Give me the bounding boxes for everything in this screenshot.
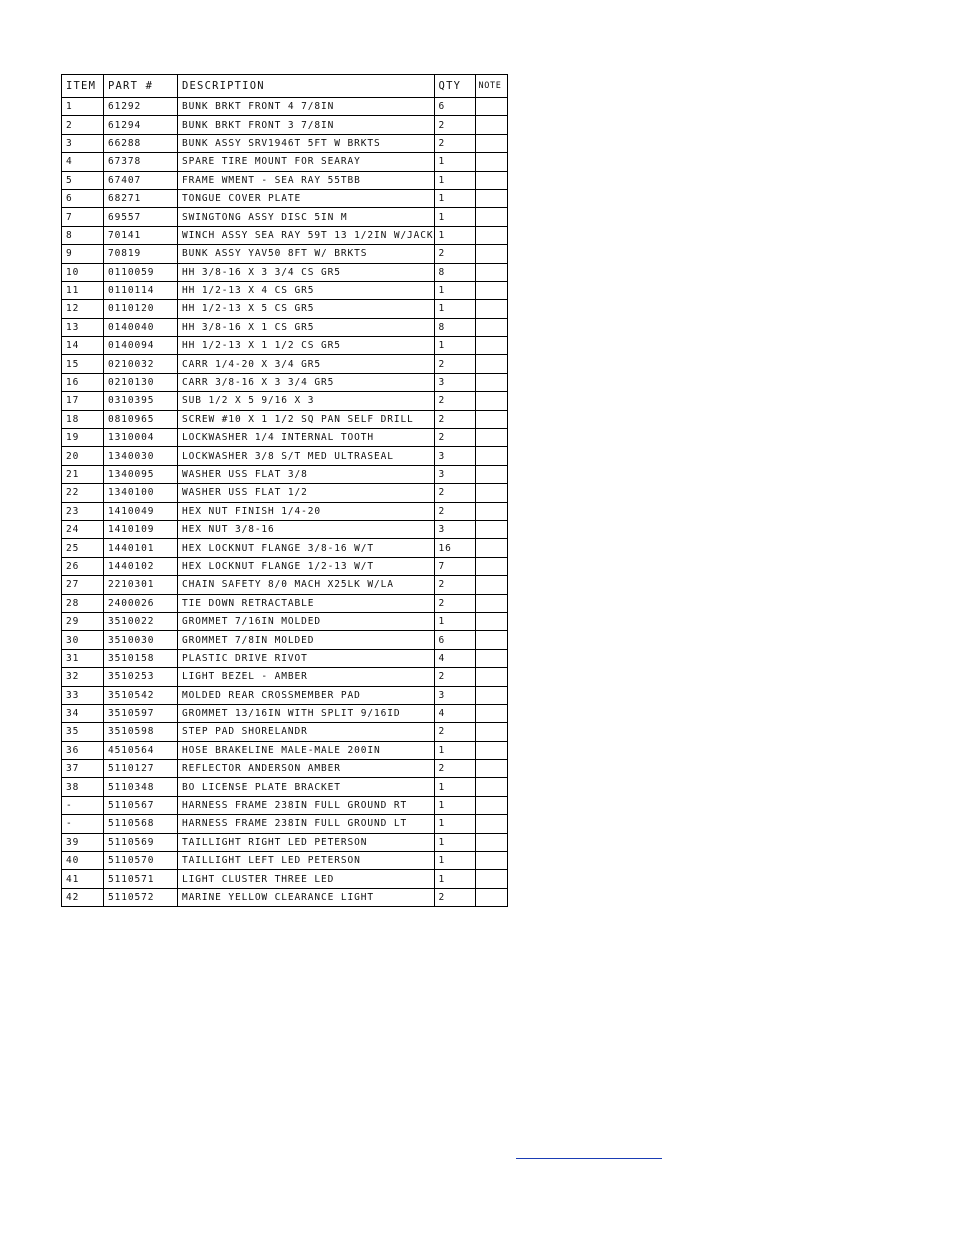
table-row [62, 741, 508, 759]
table-row [62, 447, 508, 465]
cell-description: TAILLIGHT RIGHT LED PETERSON [178, 833, 435, 851]
cell-item: 13 [62, 318, 104, 336]
cell-item: 1 [62, 98, 104, 116]
table-row [62, 300, 508, 318]
cell-description: WINCH ASSY SEA RAY 59T 13 1/2IN W/JACK [178, 226, 435, 244]
cell-item: 14 [62, 337, 104, 355]
cell-description: BUNK ASSY SRV1946T 5FT W BRKTS [178, 134, 435, 152]
cell-qty: 2 [434, 410, 475, 428]
cell-qty: 4 [434, 649, 475, 667]
cell-note [475, 631, 507, 649]
cell-part-number: 1340095 [104, 465, 178, 483]
cell-qty: 2 [434, 134, 475, 152]
cell-note [475, 704, 507, 722]
cell-item: 15 [62, 355, 104, 373]
cell-note [475, 668, 507, 686]
cell-item: 29 [62, 612, 104, 630]
cell-part-number: 1440102 [104, 557, 178, 575]
table-row [62, 153, 508, 171]
cell-description: TIE DOWN RETRACTABLE [178, 594, 435, 612]
table-row [62, 502, 508, 520]
cell-description: MOLDED REAR CROSSMEMBER PAD [178, 686, 435, 704]
cell-note [475, 208, 507, 226]
cell-part-number: 5110127 [104, 760, 178, 778]
cell-note [475, 226, 507, 244]
table-row [62, 686, 508, 704]
cell-note [475, 410, 507, 428]
table-row [62, 134, 508, 152]
table-row [62, 281, 508, 299]
cell-qty: 2 [434, 392, 475, 410]
table-row [62, 852, 508, 870]
table-row [62, 704, 508, 722]
cell-note [475, 870, 507, 888]
cell-item: - [62, 796, 104, 814]
cell-description: LIGHT CLUSTER THREE LED [178, 870, 435, 888]
cell-item: 37 [62, 760, 104, 778]
cell-part-number: 3510598 [104, 723, 178, 741]
cell-item: 26 [62, 557, 104, 575]
cell-note [475, 300, 507, 318]
table-row [62, 649, 508, 667]
table-row [62, 189, 508, 207]
cell-item: 9 [62, 245, 104, 263]
cell-description: PLASTIC DRIVE RIVOT [178, 649, 435, 667]
parts-list-table [61, 74, 508, 907]
cell-item: 5 [62, 171, 104, 189]
cell-qty: 3 [434, 373, 475, 391]
table-row [62, 557, 508, 575]
cell-qty: 1 [434, 870, 475, 888]
cell-item: 27 [62, 576, 104, 594]
cell-description: HEX LOCKNUT FLANGE 3/8-16 W/T [178, 539, 435, 557]
cell-qty: 2 [434, 594, 475, 612]
table-row [62, 539, 508, 557]
table-row [62, 576, 508, 594]
cell-item: 6 [62, 189, 104, 207]
cell-qty: 2 [434, 502, 475, 520]
cell-description: BUNK BRKT FRONT 3 7/8IN [178, 116, 435, 134]
cell-description: SPARE TIRE MOUNT FOR SEARAY [178, 153, 435, 171]
table-row [62, 392, 508, 410]
cell-part-number: 3510022 [104, 612, 178, 630]
table-row [62, 778, 508, 796]
cell-qty: 2 [434, 484, 475, 502]
header-qty: QTY [434, 75, 475, 98]
parts-table-header [62, 75, 508, 98]
cell-description: LOCKWASHER 3/8 S/T MED ULTRASEAL [178, 447, 435, 465]
cell-qty: 1 [434, 226, 475, 244]
cell-description: WASHER USS FLAT 3/8 [178, 465, 435, 483]
cell-part-number: 0810965 [104, 410, 178, 428]
cell-description: CHAIN SAFETY 8/0 MACH X25LK W/LA [178, 576, 435, 594]
cell-part-number: 1440101 [104, 539, 178, 557]
cell-part-number: 5110567 [104, 796, 178, 814]
cell-note [475, 557, 507, 575]
cell-description: HOSE BRAKELINE MALE-MALE 200IN [178, 741, 435, 759]
cell-description: HEX NUT 3/8-16 [178, 520, 435, 538]
cell-note [475, 447, 507, 465]
cell-part-number: 70819 [104, 245, 178, 263]
cell-item: 17 [62, 392, 104, 410]
cell-note [475, 815, 507, 833]
cell-note [475, 355, 507, 373]
cell-qty: 2 [434, 723, 475, 741]
cell-part-number: 2400026 [104, 594, 178, 612]
cell-qty: 1 [434, 281, 475, 299]
cell-part-number: 5110568 [104, 815, 178, 833]
cell-description: GROMMET 7/8IN MOLDED [178, 631, 435, 649]
cell-qty: 2 [434, 668, 475, 686]
cell-item: 10 [62, 263, 104, 281]
cell-note [475, 484, 507, 502]
cell-description: BO LICENSE PLATE BRACKET [178, 778, 435, 796]
table-row [62, 870, 508, 888]
cell-part-number: 1340100 [104, 484, 178, 502]
cell-description: HH 1/2-13 X 1 1/2 CS GR5 [178, 337, 435, 355]
cell-qty: 1 [434, 171, 475, 189]
cell-item: 38 [62, 778, 104, 796]
cell-qty: 1 [434, 189, 475, 207]
cell-qty: 2 [434, 116, 475, 134]
footer-link-underline [516, 1158, 662, 1159]
cell-note [475, 263, 507, 281]
cell-item: 31 [62, 649, 104, 667]
header-row [62, 75, 508, 98]
cell-qty: 1 [434, 815, 475, 833]
cell-description: HH 1/2-13 X 4 CS GR5 [178, 281, 435, 299]
cell-part-number: 5110571 [104, 870, 178, 888]
cell-description: REFLECTOR ANDERSON AMBER [178, 760, 435, 778]
cell-item: 23 [62, 502, 104, 520]
table-row [62, 226, 508, 244]
table-row [62, 815, 508, 833]
table-row [62, 373, 508, 391]
table-row [62, 484, 508, 502]
cell-item: 34 [62, 704, 104, 722]
table-row [62, 116, 508, 134]
cell-qty: 2 [434, 355, 475, 373]
cell-note [475, 98, 507, 116]
cell-note [475, 116, 507, 134]
cell-description: HH 3/8-16 X 3 3/4 CS GR5 [178, 263, 435, 281]
cell-qty: 7 [434, 557, 475, 575]
cell-part-number: 67378 [104, 153, 178, 171]
cell-description: SWINGTONG ASSY DISC 5IN M [178, 208, 435, 226]
cell-note [475, 373, 507, 391]
cell-part-number: 61294 [104, 116, 178, 134]
cell-part-number: 0110120 [104, 300, 178, 318]
cell-note [475, 576, 507, 594]
cell-part-number: 5110570 [104, 852, 178, 870]
cell-note [475, 502, 507, 520]
cell-qty: 1 [434, 833, 475, 851]
cell-note [475, 153, 507, 171]
cell-item: 41 [62, 870, 104, 888]
cell-qty: 4 [434, 704, 475, 722]
table-row [62, 760, 508, 778]
cell-description: HH 1/2-13 X 5 CS GR5 [178, 300, 435, 318]
cell-description: HARNESS FRAME 238IN FULL GROUND RT [178, 796, 435, 814]
cell-item: 2 [62, 116, 104, 134]
cell-part-number: 3510253 [104, 668, 178, 686]
table-row [62, 668, 508, 686]
cell-note [475, 134, 507, 152]
cell-item: 7 [62, 208, 104, 226]
cell-item: 12 [62, 300, 104, 318]
cell-qty: 1 [434, 337, 475, 355]
table-row [62, 245, 508, 263]
cell-qty: 6 [434, 98, 475, 116]
cell-part-number: 3510542 [104, 686, 178, 704]
cell-item: 21 [62, 465, 104, 483]
cell-item: 22 [62, 484, 104, 502]
table-row [62, 337, 508, 355]
cell-qty: 1 [434, 778, 475, 796]
cell-qty: 3 [434, 520, 475, 538]
table-row [62, 208, 508, 226]
cell-qty: 1 [434, 852, 475, 870]
cell-note [475, 594, 507, 612]
cell-part-number: 5110569 [104, 833, 178, 851]
cell-qty: 6 [434, 631, 475, 649]
cell-qty: 3 [434, 465, 475, 483]
cell-part-number: 1340030 [104, 447, 178, 465]
cell-description: BUNK ASSY YAV50 8FT W/ BRKTS [178, 245, 435, 263]
cell-item: 3 [62, 134, 104, 152]
cell-item: 35 [62, 723, 104, 741]
table-row [62, 631, 508, 649]
cell-item: 20 [62, 447, 104, 465]
cell-item: 25 [62, 539, 104, 557]
cell-part-number: 3510030 [104, 631, 178, 649]
table-row [62, 796, 508, 814]
cell-qty: 2 [434, 888, 475, 906]
cell-item: 18 [62, 410, 104, 428]
table-row [62, 612, 508, 630]
cell-part-number: 0110059 [104, 263, 178, 281]
cell-note [475, 686, 507, 704]
cell-note [475, 796, 507, 814]
cell-description: SUB 1/2 X 5 9/16 X 3 [178, 392, 435, 410]
cell-description: HARNESS FRAME 238IN FULL GROUND LT [178, 815, 435, 833]
cell-qty: 2 [434, 760, 475, 778]
cell-part-number: 67407 [104, 171, 178, 189]
header-part-number: PART # [104, 75, 178, 98]
cell-qty: 1 [434, 796, 475, 814]
cell-item: 30 [62, 631, 104, 649]
cell-note [475, 429, 507, 447]
cell-item: 24 [62, 520, 104, 538]
cell-part-number: 61292 [104, 98, 178, 116]
cell-note [475, 337, 507, 355]
cell-note [475, 833, 507, 851]
table-row [62, 465, 508, 483]
cell-item: 40 [62, 852, 104, 870]
cell-note [475, 778, 507, 796]
cell-note [475, 852, 507, 870]
cell-part-number: 4510564 [104, 741, 178, 759]
cell-qty: 1 [434, 153, 475, 171]
cell-qty: 8 [434, 318, 475, 336]
table-row [62, 263, 508, 281]
parts-table-body [62, 98, 508, 907]
cell-note [475, 612, 507, 630]
cell-item: 28 [62, 594, 104, 612]
cell-part-number: 1410049 [104, 502, 178, 520]
cell-description: STEP PAD SHORELANDR [178, 723, 435, 741]
cell-description: SCREW #10 X 1 1/2 SQ PAN SELF DRILL [178, 410, 435, 428]
cell-part-number: 69557 [104, 208, 178, 226]
cell-description: BUNK BRKT FRONT 4 7/8IN [178, 98, 435, 116]
cell-qty: 2 [434, 245, 475, 263]
cell-part-number: 0140040 [104, 318, 178, 336]
cell-qty: 8 [434, 263, 475, 281]
cell-item: 42 [62, 888, 104, 906]
cell-note [475, 539, 507, 557]
cell-qty: 1 [434, 208, 475, 226]
cell-description: WASHER USS FLAT 1/2 [178, 484, 435, 502]
cell-item: 36 [62, 741, 104, 759]
cell-note [475, 723, 507, 741]
table-row [62, 429, 508, 447]
cell-part-number: 66288 [104, 134, 178, 152]
cell-part-number: 68271 [104, 189, 178, 207]
cell-part-number: 5110572 [104, 888, 178, 906]
cell-note [475, 392, 507, 410]
table-row [62, 594, 508, 612]
cell-note [475, 318, 507, 336]
cell-qty: 1 [434, 300, 475, 318]
cell-item: - [62, 815, 104, 833]
cell-part-number: 2210301 [104, 576, 178, 594]
cell-description: CARR 3/8-16 X 3 3/4 GR5 [178, 373, 435, 391]
cell-qty: 1 [434, 612, 475, 630]
cell-description: CARR 1/4-20 X 3/4 GR5 [178, 355, 435, 373]
cell-description: LOCKWASHER 1/4 INTERNAL TOOTH [178, 429, 435, 447]
table-row [62, 171, 508, 189]
cell-part-number: 1410109 [104, 520, 178, 538]
cell-part-number: 3510158 [104, 649, 178, 667]
cell-item: 39 [62, 833, 104, 851]
cell-item: 16 [62, 373, 104, 391]
cell-note [475, 245, 507, 263]
cell-part-number: 3510597 [104, 704, 178, 722]
cell-note [475, 649, 507, 667]
cell-part-number: 0110114 [104, 281, 178, 299]
cell-item: 8 [62, 226, 104, 244]
cell-qty: 16 [434, 539, 475, 557]
cell-qty: 2 [434, 576, 475, 594]
cell-part-number: 0210032 [104, 355, 178, 373]
cell-description: GROMMET 13/16IN WITH SPLIT 9/16ID [178, 704, 435, 722]
cell-part-number: 0310395 [104, 392, 178, 410]
cell-description: HEX NUT FINISH 1/4-20 [178, 502, 435, 520]
header-description: DESCRIPTION [178, 75, 435, 98]
cell-description: HH 3/8-16 X 1 CS GR5 [178, 318, 435, 336]
cell-item: 33 [62, 686, 104, 704]
cell-part-number: 70141 [104, 226, 178, 244]
table-row [62, 355, 508, 373]
cell-note [475, 171, 507, 189]
table-row [62, 98, 508, 116]
cell-note [475, 741, 507, 759]
cell-item: 19 [62, 429, 104, 447]
table-row [62, 520, 508, 538]
cell-description: HEX LOCKNUT FLANGE 1/2-13 W/T [178, 557, 435, 575]
header-item: ITEM [62, 75, 104, 98]
cell-description: TONGUE COVER PLATE [178, 189, 435, 207]
cell-qty: 3 [434, 686, 475, 704]
cell-item: 4 [62, 153, 104, 171]
table-row [62, 833, 508, 851]
cell-note [475, 888, 507, 906]
table-row [62, 723, 508, 741]
cell-description: FRAME WMENT - SEA RAY 55TBB [178, 171, 435, 189]
cell-part-number: 0210130 [104, 373, 178, 391]
cell-part-number: 1310004 [104, 429, 178, 447]
header-note: NOTE [475, 75, 507, 98]
cell-note [475, 465, 507, 483]
cell-qty: 3 [434, 447, 475, 465]
cell-item: 32 [62, 668, 104, 686]
cell-description: MARINE YELLOW CLEARANCE LIGHT [178, 888, 435, 906]
table-row [62, 318, 508, 336]
cell-description: GROMMET 7/16IN MOLDED [178, 612, 435, 630]
cell-qty: 1 [434, 741, 475, 759]
cell-part-number: 0140094 [104, 337, 178, 355]
cell-note [475, 189, 507, 207]
cell-qty: 2 [434, 429, 475, 447]
cell-item: 11 [62, 281, 104, 299]
cell-description: LIGHT BEZEL - AMBER [178, 668, 435, 686]
cell-part-number: 5110348 [104, 778, 178, 796]
table-row [62, 888, 508, 906]
table-row [62, 410, 508, 428]
cell-note [475, 520, 507, 538]
cell-note [475, 760, 507, 778]
cell-description: TAILLIGHT LEFT LED PETERSON [178, 852, 435, 870]
cell-note [475, 281, 507, 299]
